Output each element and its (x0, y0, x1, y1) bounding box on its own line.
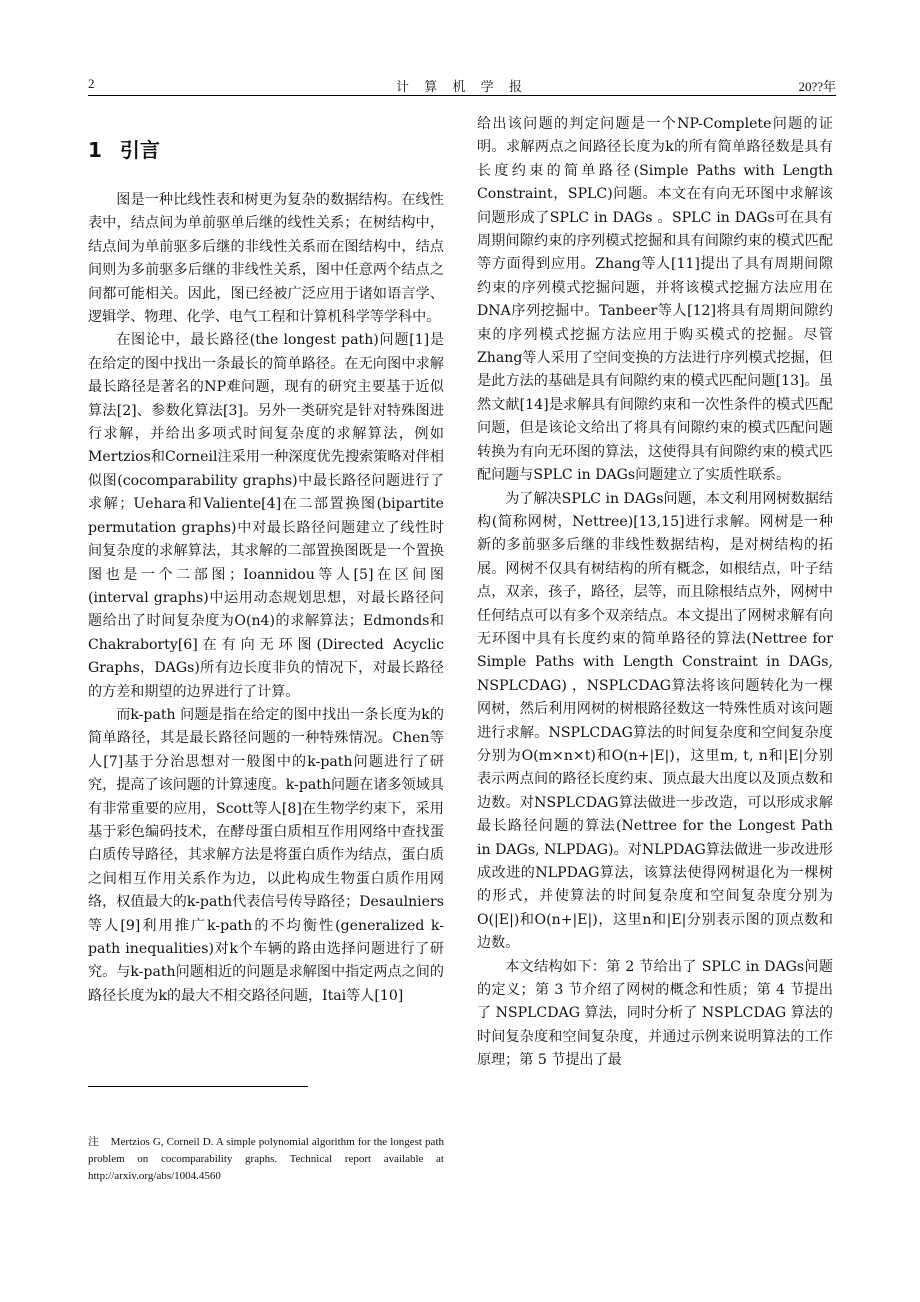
right-column (477, 113, 833, 1073)
body-paragraph: 在图论中，最长路径(the longest path)问题[1]是在给定的图中找出一条最长的简单路径。在无向图中求解最长路径是著名的NP难问题，现有的研究主要基于近似算法[2]、参数化算法[3]。另外一类研究是针对特殊图进行求解，并给出多项式时间复杂度的求解算法，例如Mertzios和Corneil注采用一种深度优先搜索策略对伴相似图(cocomparability graphs)中最长路径问题进行了求解；Uehara和Valiente[4]在二部置换图(bipartite permutation graphs)中对最长路径问题建立了线性时间复杂度的求解算法，其求解的二部置换图既是一个置换图也是一个二部图；Ioannidou等人[5]在区间图(interval graphs)中运用动态规划思想，对最长路径问题给出了时间复杂度为O(n4)的求解算法；Edmonds和Chakraborty[6]在有向无环图(Directed Acyclic Graphs，DAGs)所有边长度非负的情况下，对最长路径的方差和期望的边界进行了计算。 (88, 332, 444, 700)
journal-name: 计 算 机 学 报 (395, 79, 528, 94)
body-paragraph: 而k-path 问题是指在给定的图中找出一条长度为k的简单路径，其是最长路径问题的一种特殊情况。Chen等人[7]基于分治思想对一般图中的k-path问题进行了研究，提高了该问题的计算速度。k-path问题在诸多领域具有非常重要的应用，Scott等人[8]在生物学约束下，采用基于彩色编码技术，在酵母蛋白质相互作用网络中查找蛋白质传导路径，其求解方法是将蛋白质作为结点，蛋白质之间相互作用关系作为边，以此构成生物蛋白质作用网络，权值最大的k-path代表信号传导路径；Desaulniers等人[9]利用推广k-path的不均衡性(generalized k-path inequalities)对k个车辆的路由选择问题进行了研究。与k-path问题相近的问题是求解图中指定两点之间的路径长度为k的最大不相交路径问题，Itai等人[10] (88, 706, 444, 1004)
page-number: 2 (88, 76, 95, 91)
section-number: 1 (88, 138, 102, 162)
journal-year: 20??年 (798, 79, 836, 94)
body-paragraph: 图是一种比线性表和树更为复杂的数据结构。在线性表中，结点间为单前驱单后继的线性关系；在树结构中，结点间为单前驱多后继的非线性关系而在图结构中，结点间则为多前驱多后继的非线性关系，图中任意两个结点之间都可能相关。因此，图已经被广泛应用于诸如语言学、逻辑学、物理、化学、电气工程和计算机科学等学科中。 (88, 192, 444, 326)
left-column (88, 137, 444, 1008)
section-heading (88, 137, 444, 163)
footnote-rule (88, 1086, 308, 1087)
footnote: 注 Mertzios G, Corneil D. A simple polynomial algorithm for the longest path problem on cocomparability graphs. Technical report available at http://arxiv.org/abs/1004.4560 (88, 1136, 444, 1182)
body-paragraph: 为了解决SPLC in DAGs问题，本文利用网树数据结构(简称网树，Nettree)[13,15]进行求解。网树是一种新的多前驱多后继的非线性数据结构，是对树结构的拓展。网树不仅具有树结构的所有概念，如根结点，叶子结点，双亲，孩子，路径，层等，而且除根结点外，网树中任何结点可以有多个双亲结点。本文提出了网树求解有向无环图中具有长度约束的简单路径的算法(Nettree for Simple Paths with Length Constraint in DAGs, NSPLCDAG) ，NSPLCDAG算法将该问题转化为一棵网树，然后利用网树的树根路径数这一特殊性质对该问题进行求解。NSPLCDAG算法的时间复杂度和空间复杂度分别为O(m×n×t)和O(n+|E|)，这里m, t, n和|E|分别表示两点间的路径长度约束、顶点最大出度以及顶点数和边数。对NSPLCDAG算法做进一步改造，可以形成求解最长路径问题的算法(Nettree for the Longest Path in DAGs, NLPDAG)。对NLPDAG算法做进一步改进形成改进的NLPDAG算法，该算法使得网树退化为一棵树的形式，并使算法的时间复杂度和空间复杂度分别为O(|E|)和O(n+|E|)，这里n和|E|分别表示图的顶点数和边数。 (477, 490, 833, 952)
section-title: 引言 (119, 138, 160, 162)
header-rule (88, 95, 836, 96)
body-paragraph: 给出该问题的判定问题是一个NP-Complete问题的证明。求解两点之间路径长度为k的所有简单路径数是具有长度约束的简单路径(Simple Paths with Length Constraint，SPLC)问题。本文在有向无环图中求解该问题形成了SPLC in DAGs 。SPLC in DAGs可在具有周期间隙约束的序列模式挖掘和具有间隙约束的模式匹配等方面得到应用。Zhang等人[11]提出了具有周期间隙约束的序列模式挖掘问题，并将该模式挖掘方法应用在DNA序列挖掘中。Tanbeer等人[12]将具有周期间隙约束的序列模式挖掘方法应用于购买模式的挖掘。尽管Zhang等人采用了空间变换的方法进行序列模式挖掘，但是此方法的基础是具有间隙约束的模式匹配问题[13]。虽然文献[14]是求解具有间隙约束和一次性条件的模式匹配问题，但是该论文给出了将具有间隙约束的模式匹配问题转换为有向无环图的算法，这使得具有间隙约束的模式匹配问题与SPLC in DAGs问题建立了实质性联系。 (477, 116, 833, 484)
running-header (88, 70, 836, 94)
body-paragraph: 本文结构如下：第 2 节给出了 SPLC in DAGs问题的定义；第 3 节介绍了网树的概念和性质；第 4 节提出了 NSPLCDAG 算法，同时分析了 NSPLCDAG 算法的时间复杂度和空间复杂度，并通过示例来说明算法的工作原理；第 5 节提出了最 (477, 958, 833, 1069)
